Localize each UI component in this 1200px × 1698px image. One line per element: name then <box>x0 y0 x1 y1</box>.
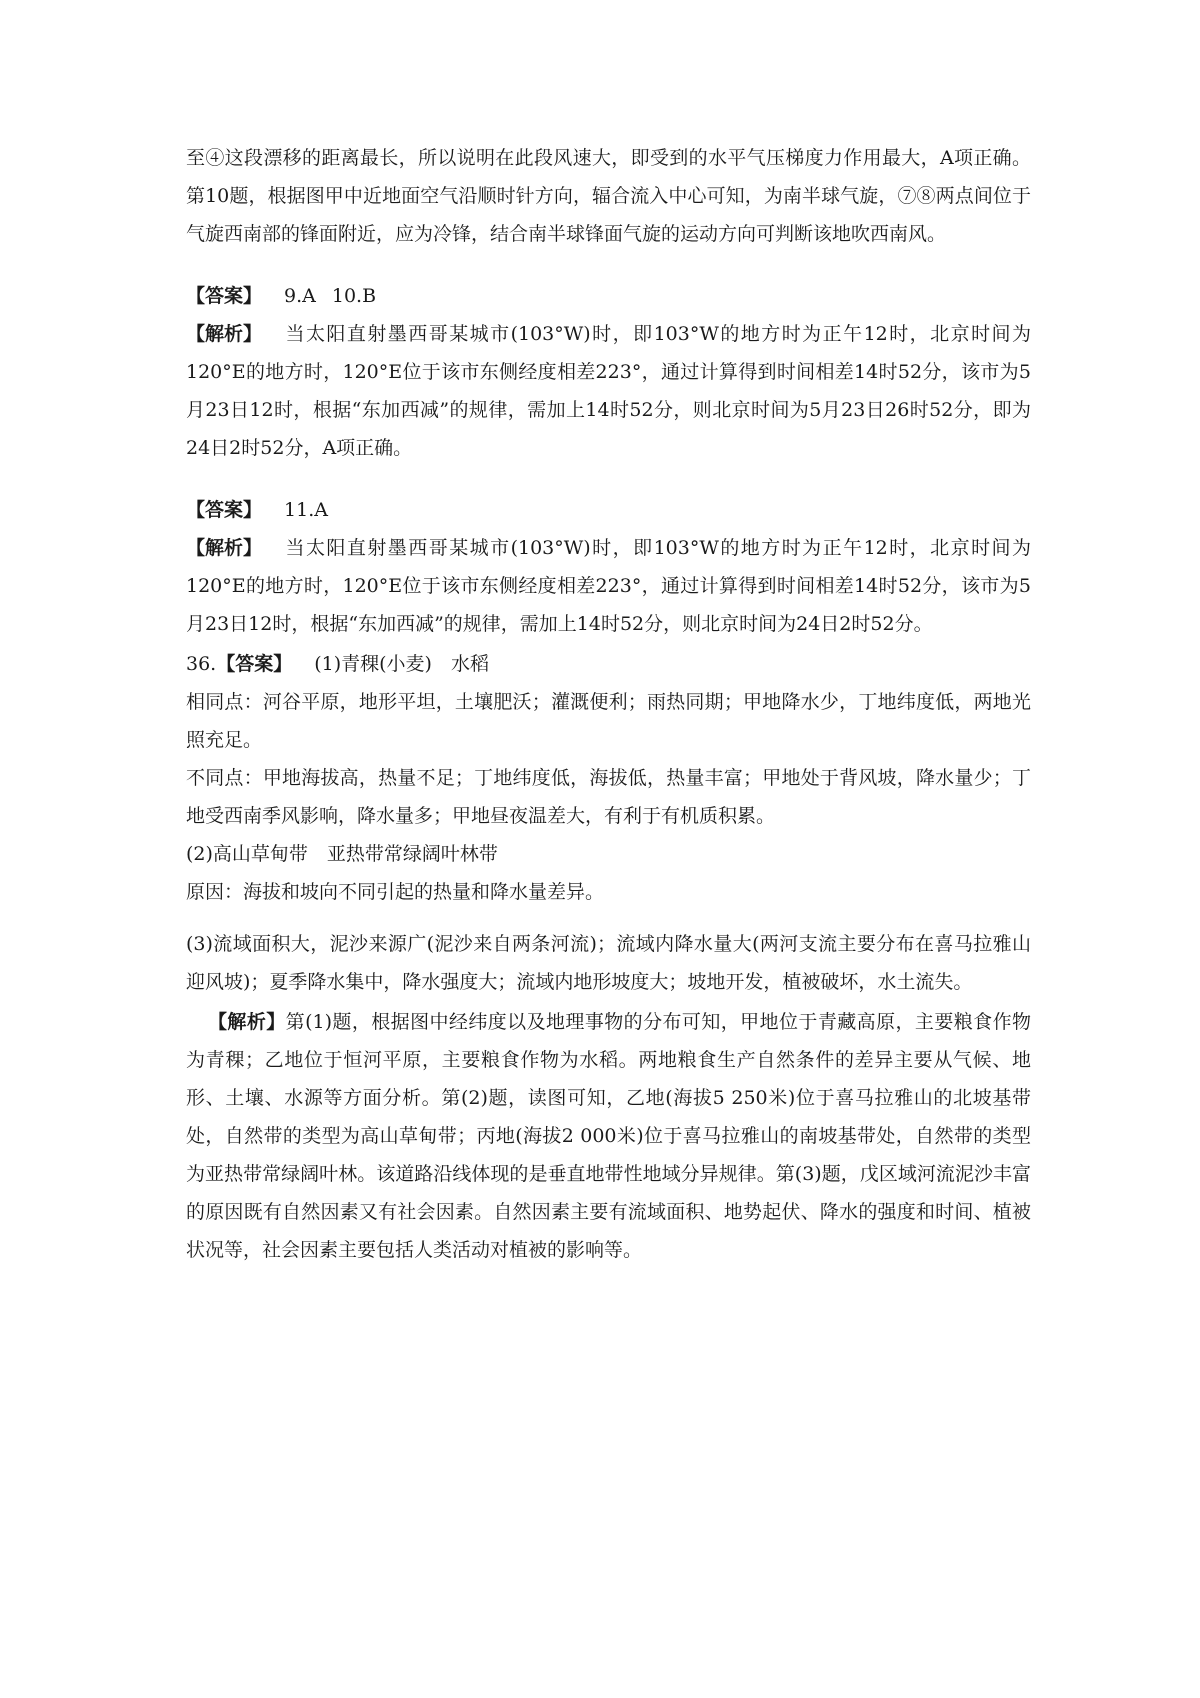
q9-10-answer-line <box>186 277 1031 315</box>
answer-9: 9.A <box>284 285 316 307</box>
answer-label: 【答案】 <box>186 499 263 521</box>
q36-analysis <box>186 1003 1031 1269</box>
answer-10: 10.B <box>331 285 377 307</box>
q36-answer-3: (3)流域面积大，泥沙来源广(泥沙来自两条河流)；流域内降水量大(两河支流主要分布在喜马拉雅山迎风坡)；夏季降水集中，降水强度大；流域内地形坡度大；坡地开发，植被破坏，水土流失。 <box>186 933 1031 993</box>
q9-10-analysis <box>186 315 1031 467</box>
q36-reason: 原因：海拔和坡向不同引起的热量和降水量差异。 <box>186 881 605 903</box>
q36-number: 36. <box>186 653 217 675</box>
analysis-label: 【解析】 <box>208 1011 286 1033</box>
analysis-text: 当太阳直射墨西哥某城市(103°W)时，即103°W的地方时为正午12时，北京时间为120°E的地方时，120°E位于该市东侧经度相差223°，通过计算得到时间相差14时52分，该市为5月23日12时，根据“东加西减”的规律，需加上14时52分，则北京时间为5月23日26时52分，即为24日2时52分，A项正确。 <box>186 323 1031 459</box>
q36-answer-1: (1)青稞(小麦) 水稻 <box>314 653 489 675</box>
analysis-text: 当太阳直射墨西哥某城市(103°W)时，即103°W的地方时为正午12时，北京时间为120°E的地方时，120°E位于该市东侧经度相差223°，通过计算得到时间相差14时52分，该市为5月23日12时，根据“东加西减”的规律，需加上14时52分，则北京时间为24日2时52分。 <box>186 537 1031 635</box>
q36-answer-2: (2)高山草甸带 亚热带常绿阔叶林带 <box>186 843 498 865</box>
answer-label: 【答案】 <box>216 653 293 675</box>
document-body <box>186 139 1031 1269</box>
q36-different: 不同点：甲地海拔高，热量不足；丁地纬度低，海拔低，热量丰富；甲地处于背风坡，降水量少；丁地受西南季风影响，降水量多；甲地昼夜温差大，有利于有机质积累。 <box>186 767 1031 827</box>
intro-paragraph: 至④这段漂移的距离最长，所以说明在此段风速大，即受到的水平气压梯度力作用最大，A项正确。第10题，根据图甲中近地面空气沿顺时针方向，辐合流入中心可知，为南半球气旋，⑦⑧两点间位于气旋西南部的锋面附近，应为冷锋，结合南半球锋面气旋的运动方向可判断该地吹西南风。 <box>186 147 1031 245</box>
analysis-label: 【解析】 <box>186 537 263 559</box>
analysis-label: 【解析】 <box>186 323 263 345</box>
analysis-text: 第(1)题，根据图中经纬度以及地理事物的分布可知，甲地位于青藏高原，主要粮食作物为青稞；乙地位于恒河平原，主要粮食作物为水稻。两地粮食生产自然条件的差异主要从气候、地形、土壤、水源等方面分析。第(2)题，读图可知，乙地(海拔5 250米)位于喜马拉雅山的北坡基带处，自然带的类型为高山草甸带；丙地(海拔2 000米)位于喜马拉雅山的南坡基带处，自然带的类型为亚热带常绿阔叶林。该道路沿线体现的是垂直地带性地域分异规律。第(3)题，戊区域河流泥沙丰富的原因既有自然因素又有社会因素。自然因素主要有流域面积、地势起伏、降水的强度和时间、植被状况等，社会因素主要包括人类活动对植被的影响等。 <box>186 1011 1031 1261</box>
q36-answer-line <box>186 645 1031 683</box>
q11-analysis <box>186 529 1031 643</box>
q11-answer-line <box>186 491 1031 529</box>
answer-11: 11.A <box>284 499 328 521</box>
answer-label: 【答案】 <box>186 285 263 307</box>
q36-similar: 相同点：河谷平原，地形平坦，土壤肥沃；灌溉便利；雨热同期；甲地降水少，丁地纬度低，两地光照充足。 <box>186 691 1031 751</box>
